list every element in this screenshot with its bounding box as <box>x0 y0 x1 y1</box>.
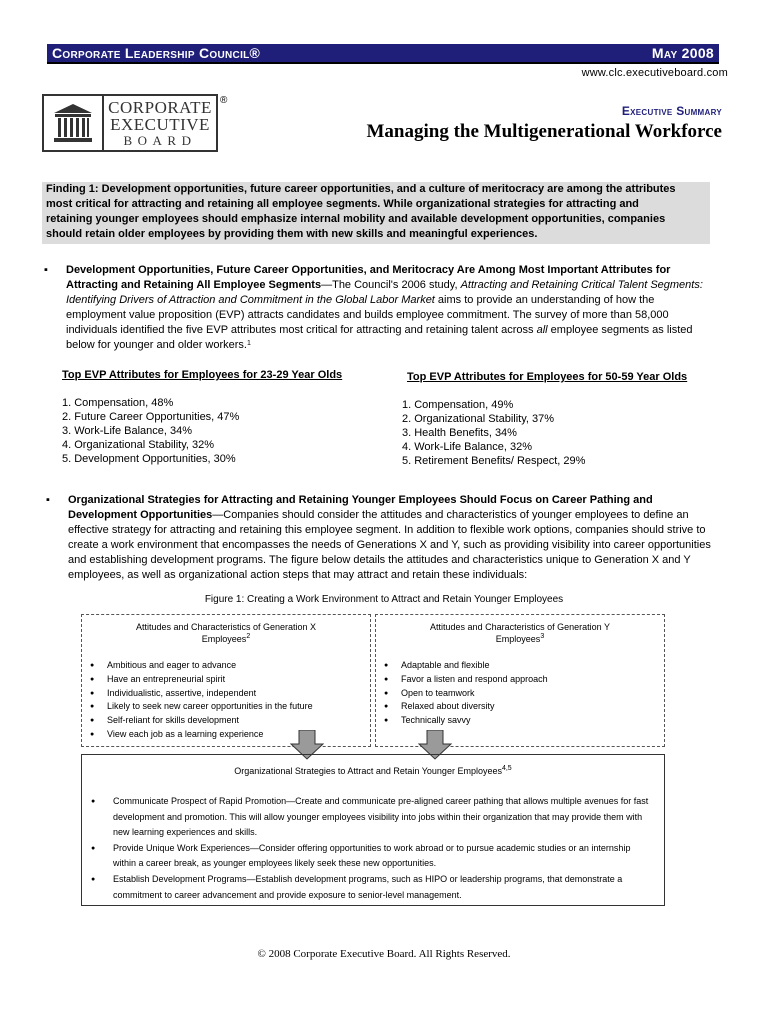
strategies-title-text: Organizational Strategies to Attract and Retain Younger Employees <box>234 766 502 776</box>
gen-x-box <box>81 614 371 747</box>
header-bar <box>47 44 719 64</box>
list-item: 4. Organizational Stability, 32% <box>62 439 215 451</box>
logo-line-3: BOARD <box>123 133 197 148</box>
list-item: ● Likely to seek new career opportunities in the future <box>82 700 370 714</box>
cec-logo <box>42 94 218 152</box>
list-item: ● Ambitious and eager to advance <box>82 659 370 673</box>
section-1-text-a: —The Council's 2006 study, <box>321 279 461 291</box>
page-title: Managing the Multigenerational Workforce <box>366 121 722 142</box>
list-item: ● Individualistic, assertive, independent <box>82 687 370 701</box>
finding-line: most critical for attracting and retaining all employee segments. While organizational strategies for attracting and <box>46 198 639 210</box>
list-item: ● Establish Development Programs—Establish development programs, such as HIPO or leadership programs, that demonstrate a commitment to career advancement and provide exposure to senior-level management. <box>82 872 664 903</box>
gen-y-title-text: Attitudes and Characteristics of Generation Y Employees <box>430 622 610 644</box>
logo-line-2: EXECUTIVE <box>110 115 210 134</box>
section-1-text-b: aims to provide an understanding of how the employment value proposition (EVP) attracts candidates and builds employee commitment. The survey of more than 58,000 individuals identified the five EVP attributes most critical for attracting and retaining talent across <box>66 294 669 336</box>
org-name: Corporate Leadership Council® <box>52 45 261 61</box>
list-item: 1. Compensation, 48% <box>62 397 174 409</box>
section-2-paragraph <box>46 493 714 583</box>
list-item: 5. Retirement Benefits/ Respect, 29% <box>402 455 586 467</box>
gen-y-list <box>376 659 664 728</box>
strategies-list <box>82 794 664 903</box>
footnote-ref: 2 <box>246 633 251 640</box>
website-link[interactable]: www.clc.executiveboard.com <box>581 67 728 79</box>
copyright-footer: © 2008 Corporate Executive Board. All Rights Reserved. <box>257 948 511 960</box>
section-label: Executive Summary <box>621 104 722 118</box>
emphasis-all: all <box>536 324 548 336</box>
list-item: ● Relaxed about diversity <box>376 700 664 714</box>
strategies-title <box>82 765 664 777</box>
logo-wordmark <box>102 94 218 152</box>
gen-x-title <box>82 621 370 645</box>
issue-date: May 2008 <box>651 45 714 61</box>
bullet-icon: ▪ <box>46 494 50 506</box>
logo-line-1: CORPORATE <box>108 98 212 117</box>
list-item: 2. Organizational Stability, 37% <box>402 413 555 425</box>
figure-caption: Figure 1: Creating a Work Environment to Attract and Retain Younger Employees <box>204 594 564 605</box>
section-1-text-c: employee segments as listed below for younger and older workers. <box>66 324 693 351</box>
old-attributes-list <box>402 398 585 468</box>
list-item: ● Adaptable and flexible <box>376 659 664 673</box>
list-item: 2. Future Career Opportunities, 47% <box>62 411 240 423</box>
list-item: 5. Development Opportunities, 30% <box>62 453 236 465</box>
building-icon <box>42 94 102 152</box>
finding-line: Finding 1: Development opportunities, future career opportunities, and a culture of meritocracy are among the attributes <box>46 183 676 195</box>
section-1-paragraph <box>44 263 714 353</box>
young-attributes-list <box>62 396 239 466</box>
list-item: ● Provide Unique Work Experiences—Consider offering opportunities to work abroad or to pursue academic studies or an internship within a career break, as younger employees likely seek these new opportunities. <box>82 841 664 872</box>
footnote-ref: 3 <box>540 633 545 640</box>
gen-y-title <box>376 621 664 645</box>
list-item: ● Self-reliant for skills development <box>82 714 370 728</box>
registered-mark: ® <box>220 95 228 106</box>
strategies-box <box>81 754 665 906</box>
bullet-icon: ▪ <box>44 264 48 276</box>
section-2-text: —Companies should consider the attitudes and characteristics of younger employees to define an effective strategy for attracting and retaining this employee segment. In addition to flexible work options, companies should strive to create a work environment that encompasses the needs of Generations X and Y, such as providing visibility into career opportunities and establishing development programs. The figure below details the attitudes and characteristics unique to Generation X and Y employees, as well as organizational action steps that may attract and retain these individuals: <box>68 509 711 581</box>
list-item: ● Communicate Prospect of Rapid Promotion—Create and communicate pre-aligned career pathing that allows multiple avenues for fast development and promotion. This will allow younger employees visibility into jobs within their organization that may provide them with new learning experiences and skills. <box>82 794 664 841</box>
section-2-heading: Organizational Strategies for Attracting and Retaining Younger Employees Should Focus on Career Pathing and Development Opportunities <box>68 494 653 521</box>
gen-x-list <box>82 659 370 742</box>
gen-y-box <box>375 614 665 747</box>
finding-box <box>42 182 710 244</box>
old-list-title: Top EVP Attributes for Employees for 50-59 Year Olds <box>407 371 688 383</box>
list-item: ● Open to teamwork <box>376 687 664 701</box>
section-1-heading: Development Opportunities, Future Career Opportunities, and Meritocracy Are Among Most Important Attributes for Attracting and Retaining All Employee Segments <box>66 264 671 291</box>
list-item: ● Have an entrepreneurial spirit <box>82 673 370 687</box>
finding-line: should retain older employees by providing them with new skills and meaningful experiences. <box>46 228 538 240</box>
gen-x-title-text: Attitudes and Characteristics of Generation X Employees <box>135 622 317 644</box>
footnote-ref: 4,5 <box>501 765 512 772</box>
list-item: ● View each job as a learning experience <box>82 728 370 742</box>
list-item: 3. Work-Life Balance, 34% <box>62 425 193 437</box>
finding-line: retaining younger employees should emphasize internal mobility and available development opportunities, companies <box>46 213 666 225</box>
young-list-title: Top EVP Attributes for Employees for 23-29 Year Olds <box>62 369 343 381</box>
list-item: ● Favor a listen and respond approach <box>376 673 664 687</box>
list-item: 3. Health Benefits, 34% <box>402 427 517 439</box>
study-title: Attracting and Retaining Critical Talent Segments: Identifying Drivers of Attraction and Commitment in the Global Labor Market <box>66 279 703 306</box>
list-item: 1. Compensation, 49% <box>402 399 514 411</box>
footnote-ref: 1 <box>246 340 251 347</box>
list-item: ● Technically savvy <box>376 714 664 728</box>
list-item: 4. Work-Life Balance, 32% <box>402 441 533 453</box>
